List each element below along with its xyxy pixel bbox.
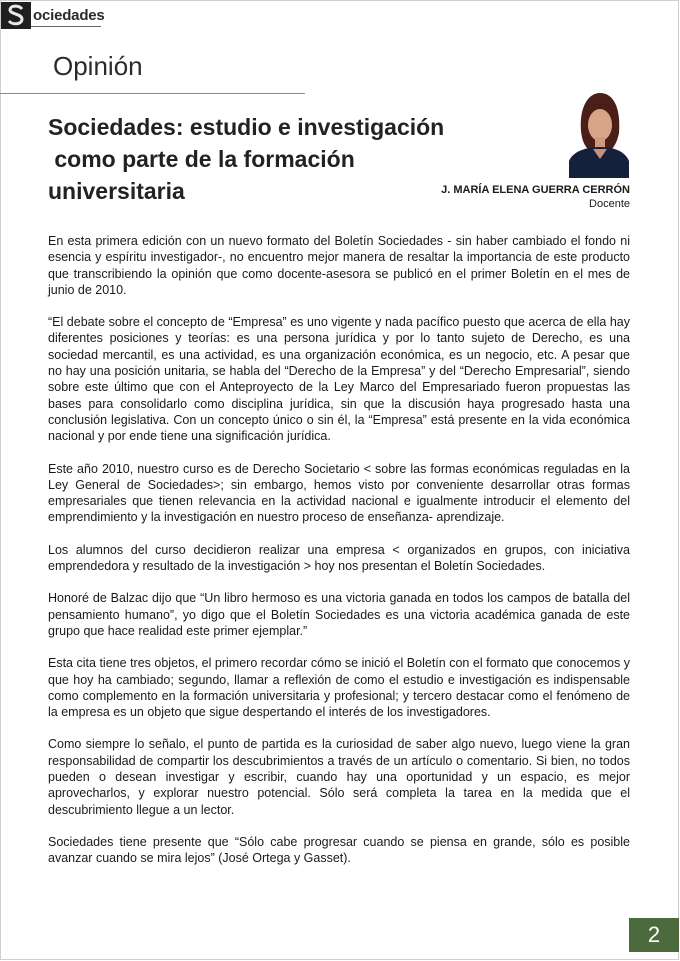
paragraph: En esta primera edición con un nuevo formato del Boletín Sociedades - sin haber cambiado el fondo ni esencia y espíritu investigador-, no encuentro mejor manera de resaltar la importancia de este producto que transcribiendo la opinión que como docente-asesora se publicó en el primer Boletín en el mes de junio de 2010.: [48, 234, 630, 297]
author-block: [441, 183, 630, 211]
publication-logo: [1, 2, 31, 29]
author-name: J. MARÍA ELENA GUERRA CERRÓN: [441, 184, 630, 196]
article-body: [48, 233, 630, 883]
section-divider: [0, 93, 305, 94]
paragraph: Los alumnos del curso decidieron realizar una empresa < organizados en grupos, con iniciativa emprendedora y resultado de la investigación > hoy nos presentan el Boletín Sociedades.: [48, 542, 630, 574]
author-photo: [569, 91, 629, 178]
paragraph: Como siempre lo señalo, el punto de partida es la curiosidad de saber algo nuevo, luego viene la gran responsabilidad de compartir los descubrimientos a través de un artículo o comentario. Si bien, no todos pueden o desean investigar y escribir, cuando hay una oportunidad y un espacio, es mejor aprovecharlos, y explorar nuestro potencial. Sólo será completa la tarea en la medida que el descubrimiento llegue a un lector.: [48, 737, 630, 817]
section-title: Opinión: [53, 51, 143, 81]
author-role: Docente: [589, 198, 630, 210]
brand-name: ociedades: [33, 7, 105, 24]
article-title: [48, 111, 468, 207]
title-line: Sociedades: estudio e investigación: [48, 114, 445, 140]
paragraph: Este año 2010, nuestro curso es de Derecho Societario < sobre las formas económicas reguladas en la Ley General de Sociedades>; sin embargo, hemos visto por conveniente desarrollar otras formas empresariales que tienen relevancia en la actividad nacional e igualmente introducir el elemento del emprendimiento y la investigación en nuestro proceso de enseñanza- aprendizaje.: [48, 461, 630, 525]
paragraph: “El debate sobre el concepto de “Empresa” es uno vigente y nada pacífico puesto que acerca de ella hay diferentes posiciones y teorías: es una persona jurídica y por lo tanto sujeto de Derecho, es una sociedad mercantil, es una actividad, es una organización económica, es un negocio, etc. A pesar que no hay una posición unitaria, se habla del “Derecho de la Empresa” y del “Derecho Empresarial”, siendo sobre este último que con el Anteproyecto de la Ley Marco del Empresariado fueron propuestas las bases para consolidarlo como disciplina jurídica, sin que la discusión haya progresado hasta una conclusión legislativa. Con un concepto único o sin él, la “Empresa” está presente en la vida económica nacional y por ende tiene una significación jurídica.: [48, 315, 630, 444]
page-number: 2: [629, 918, 679, 952]
brand-underline: [31, 26, 101, 27]
title-line: como parte de la formación: [48, 146, 355, 172]
paragraph: Esta cita tiene tres objetos, el primero recordar cómo se inició el Boletín con el formato que conocemos y que hoy ha cambiado; segundo, llamar a reflexión de como el estudio e investigación es indispensable como complemento en la formación universitaria y profesional; y tercero destacar como el fenómeno de la empresa es un objeto que sigue despertando el interés de los investigadores.: [48, 656, 630, 720]
paragraph: Sociedades tiene presente que “Sólo cabe progresar cuando se piensa en grande, sólo es posible avanzar cuando se mira lejos” (José Ortega y Gasset).: [48, 834, 630, 866]
paragraph: Honoré de Balzac dijo que “Un libro hermoso es una victoria ganada en todos los campos de batalla del pensamiento humano”, yo digo que el Boletín Sociedades es una victoria académica ganada de este grupo que hace realidad este primer ejemplar.”: [48, 591, 630, 638]
title-line: universitaria: [48, 178, 185, 204]
